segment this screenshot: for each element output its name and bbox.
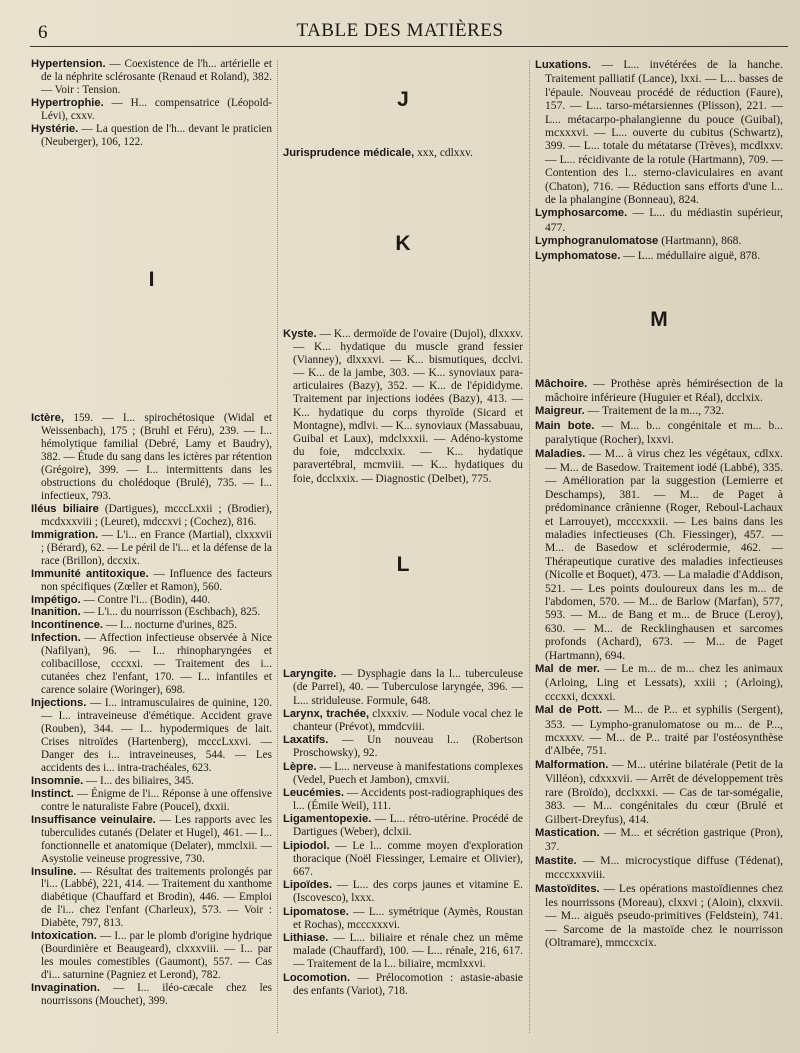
index-entry: [283, 328, 523, 486]
section-letter: L: [396, 552, 410, 576]
index-entry: [31, 697, 272, 775]
index-entry: [535, 703, 783, 758]
section-letter: K: [395, 232, 411, 256]
index-entry: [535, 58, 783, 206]
entry-heading: Infection.: [31, 632, 81, 645]
entry-text: — L... invétérées de la hanche. Traitement palliatif (Lance), lxxi. — L... basses de l'épaule. Nouveau procédé de réduction (Faure), 157. — L... tarso-métarsiennes (Plisson), 221. — L... métacarpo-phalangienne du pouce (Guibal), mcxxxvi. — L... ouverte du cubitus (Schwartz), 399. — L... totale du métatarse (Trèves), mcdlxxv. — L... récidivante de la rotule (Hartmann), 709. — Contention des l... sterno-claviculaires en avant (Chaton), 716. — Réduction sans efforts d'une l... de la phalangine (Bonneau), 824.: [545, 58, 783, 207]
entry-heading: Iléus biliaire: [31, 502, 99, 515]
index-entry: [535, 854, 783, 882]
entry-heading: Mal de Pott.: [535, 704, 603, 717]
entry-text: — L... du médiastin supérieur, 477.: [545, 206, 783, 234]
entry-text: (Dartigues), mcccLxxii ; (Brodier), mcdxxxviii ; (Leuret), mdccxvi ; (Cochez), 816.: [41, 502, 273, 528]
page-number: 6: [38, 22, 48, 43]
entry-text: — Influence des facteurs non spécifiques (Zœller et Ramon), 560.: [41, 567, 272, 593]
entry-heading: Invagination.: [31, 982, 100, 995]
index-column-1: [31, 58, 272, 1008]
entry-text: — M... de P... et syphilis (Sergent), 353. — Lympho-granulomatose ou m... de P..., mcxxxv. — M... de P... traité par l'ostéosynthèse d'Albée, 751.: [545, 703, 784, 758]
entry-heading: Insuline.: [31, 865, 77, 878]
entry-heading: Malformation.: [535, 758, 609, 771]
index-entry: [31, 775, 272, 788]
index-entry: [31, 930, 272, 982]
index-entry: [283, 906, 523, 932]
entry-heading: Impétigo.: [31, 593, 81, 606]
index-entry: [31, 788, 272, 814]
entry-text: (Hartmann), 868.: [661, 234, 742, 248]
index-entry: [535, 447, 783, 663]
index-entry: [535, 249, 783, 263]
entry-heading: Ictère,: [31, 412, 64, 425]
entry-heading: Lèpre.: [283, 760, 317, 773]
index-entry: [535, 206, 783, 234]
entry-text: — Accidents post-radiographiques des l... (Émile Weil), 111.: [293, 786, 524, 813]
entry-heading: Luxations.: [535, 59, 591, 71]
index-entry: [31, 814, 272, 866]
entry-heading: Instinct.: [31, 787, 74, 800]
index-entry: [31, 594, 272, 607]
entry-text: — M... b... congénitale et m... b... paralytique (Rocher), lxxvi.: [545, 418, 783, 447]
index-entry: [283, 734, 523, 760]
entry-heading: Lymphogranulomatose: [535, 235, 659, 248]
entry-text: — Les opérations mastoïdiennes chez les nourrissons (Moreau), clxxvi ; (Aloin), clxxvii. — M... aiguës pseudo-primitives (Feldstein), 741. — Sarcome de la mastoïde chez le nourrisson (Oltramare), mmccxcix.: [545, 881, 783, 950]
entry-text: — M... et sécrétion gastrique (Pron), 37.: [545, 825, 783, 854]
index-entry: [283, 147, 523, 160]
entry-heading: Ligamentopexie.: [283, 813, 372, 826]
index-entry: [31, 58, 272, 97]
entry-text: — M... microcystique diffuse (Tédenat), mcccxxxviii.: [545, 853, 783, 882]
index-entry: [31, 97, 272, 123]
index-entry: [535, 826, 783, 854]
entry-text: — Le m... de m... chez les animaux (Arloing, Ling et Lessats), xxiii ; (Arloing), cccxxi, dcxxxi.: [545, 662, 784, 703]
section-letter: J: [397, 87, 409, 111]
entry-text: — L... symétrique (Aymès, Roustan et Rochas), mcccxxxvi.: [293, 905, 523, 931]
entry-heading: Insuffisance veinulaire.: [31, 813, 156, 826]
entry-text: — La question de l'h... devant le praticien (Neuberger), 106, 122.: [41, 122, 272, 148]
entry-text: — I... nocturne d'urines, 825.: [105, 619, 237, 632]
entry-heading: Hystérie.: [31, 122, 79, 135]
index-entry: [283, 879, 523, 905]
entry-heading: Lipoïdes.: [283, 879, 333, 892]
entry-heading: Lithiase.: [283, 931, 329, 944]
entry-text: — Résultat des traitements prolongés par l'i... (Labbé), 221, 414. — Traitement du xanthome diabétique (Chauffard et Brodin), 446. — Emploi de l'i... chez l'enfant (Charleux), 573. — Voir : Diabète, 797, 813.: [41, 865, 272, 930]
entry-text: — Coexistence de l'h... artérielle et de la néphrite sclérosante (Renaud et Roland), 382. — Voir : Tension.: [41, 58, 272, 96]
entry-text: — Contre l'i... (Bodin), 440.: [83, 593, 211, 606]
index-entry: [31, 412, 272, 503]
index-entry: [283, 840, 523, 880]
entry-heading: Inanition.: [31, 606, 81, 619]
index-entry: [535, 882, 783, 950]
entry-text: — I... par le plomb d'origine hydrique (Bourdinière et Beaugeard), clxxxviii. — I... par les moules comestibles (Gaumont), 557. — Cas d'i... saturnine (Pagniez et Lerond), 782.: [41, 930, 273, 982]
index-entry: [283, 787, 523, 813]
entry-heading: Lymphosarcome.: [535, 207, 628, 220]
entry-text: — L... nerveuse à manifestations complexes (Vedel, Puech et Jambon), cmxvii.: [293, 760, 523, 786]
entry-text: — Prothèse après hémirésection de la mâchoire inférieure (Huguier et Réal), dcclxix.: [545, 376, 783, 404]
entry-heading: Maigreur.: [535, 405, 585, 418]
index-entry: [31, 866, 272, 931]
entry-text: — L'i... du nourrisson (Eschbach), 825.: [83, 606, 261, 619]
entry-text: — Traitement de la m..., 732.: [587, 404, 725, 418]
entry-text: — I... intramusculaires de quinine, 120. — I... intraveineuse d'émétique. Accident grave (Rouben), 344. — I... hypodermiques de lait. Crises nitroïdes (Hartenberg), mcccLxxvi. — Danger des i... intraveineuses, 544. — Les accidents des i... intra-trachéales, 623.: [41, 697, 272, 774]
entry-text: — Prélocomotion : astasie-abasie des enfants (Variot), 718.: [293, 971, 523, 997]
index-entry: [535, 404, 783, 418]
index-entry: [283, 972, 523, 998]
entry-text: — L... rétro-utérine. Procédé de Dartigues (Weber), dclxii.: [293, 813, 523, 839]
index-entry: [535, 377, 783, 405]
index-entry: [31, 529, 272, 568]
index-entry: [31, 606, 272, 619]
column-separator: [529, 60, 530, 1033]
index-entry: [283, 708, 523, 734]
entry-text: — L'i... en France (Martial), clxxxvii ; (Bérard), 62. — Le péril de l'i... et la défense de la race (Brillon), dccxix.: [41, 528, 272, 567]
entry-heading: Lipiodol.: [283, 839, 330, 852]
entry-heading: Mâchoire.: [535, 377, 588, 390]
entry-text: — M... à virus chez les végétaux, cdlxx. — M... de Basedow. Traitement iodé (Labbé), 335. — Amélioration par la suggestion (Lemierre et Deschamps), 381. — M... de Paget à prédominance crânienne (Roger, Reboul-Lachaux et Larrouyet), mcccxxxii. — Les bains dans les maladies infectieuses (Ch. Fiessinger), 457. — M... de Basedow et sclérodermie, 462. — Thérapeutique curative des maladies infectieuses (Nicolle et Boquet), 473. — La maladie d'Addison, 521. — Les points douloureux dans les m... de l'abdomen, 570. — M... de Barlow (Marfan), 577, 593. — M... de Bang et m... de Bruce (Leroy), 630. — M... de Recklinghausen et sarcomes profonds (Achard), 673. — M... de Paget (Hartmann), 694.: [545, 446, 784, 662]
index-entry: [283, 813, 523, 839]
index-entry: [283, 932, 523, 972]
entry-text: 159. — I... spirochétosique (Widal et Weissenbach), 175 ; (Bruhl et Féru), 239. — I... hémolytique familial (Debré, Lamy et Baudry), 382. — Étude du sang dans les ictères par rétention (Grégoire), 399. — I... intermittents dans les obstructions du cholédoque (Brulé), 735. — I... infectieux, 793.: [41, 412, 272, 502]
entry-heading: Locomotion.: [283, 971, 351, 984]
section-letter: I: [148, 267, 155, 291]
column-separator: [277, 60, 278, 1033]
index-entry: [535, 419, 783, 447]
entry-heading: Jurisprudence médicale,: [283, 146, 415, 159]
index-entry: [31, 503, 272, 529]
index-column-3: [535, 58, 783, 950]
entry-heading: Mastoïdites.: [535, 882, 600, 895]
running-title: TABLE DES MATIÈRES: [296, 20, 504, 41]
entry-text: — L... médullaire aiguë, 878.: [623, 248, 761, 262]
entry-heading: Lymphomatose.: [535, 249, 621, 262]
entry-heading: Lipomatose.: [283, 905, 349, 918]
entry-text: — I... iléo-cæcale chez les nourrissons (Mouchet), 399.: [41, 982, 272, 1008]
entry-text: — Le l... comme moyen d'exploration thoracique (Noël Fiessinger, Lemaire et Olivier), 667.: [293, 839, 523, 879]
index-entry: [31, 619, 272, 632]
entry-heading: Injections.: [31, 697, 87, 710]
entry-text: xxx, cdlxxv.: [417, 146, 473, 159]
entry-heading: Intoxication.: [31, 930, 97, 943]
index-entry: [31, 632, 272, 697]
entry-text: — K... dermoïde de l'ovaire (Dujol), dlxxxv. — K... hydatique du muscle grand fessier (Vianney), dlxxxvi. — K... bismutiques, dcclvi. — K... de la jambe, 303. — K... synoviaux para-articulaires (Bazy), 352. — K... de l'épididyme. Traitement par injections iodées (Bazy), 413. — K... hydatique du corps thyroïde (Sicard et Montagne), mdlvi. — K... synoviaux (Massabuau, Guibal et Laux), mdclxxxii. — Adéno-kystome du foie, mdcclxxix. — K... hydatique paravertébral, mcmviii. — K... hydatiques du foie, dcclxxix. — Diagnostic (Delbet), 775.: [293, 327, 523, 485]
entry-text: clxxxiv. — Nodule vocal chez le chanteur (Prévot), mmdcviii.: [293, 707, 523, 733]
header-rule: [30, 46, 788, 47]
entry-text: — Énigme de l'i... Réponse à une offensive contre le naturaliste Fabre (Poucel), dxxii.: [41, 787, 272, 813]
entry-text: — Dysphagie dans la l... tuberculeuse (de Parrel), 40. — Tuberculose laryngée, 396. — L... striduleuse. Formule, 648.: [293, 668, 523, 707]
entry-text: — Affection infectieuse observée à Nice (Nafilyan), 96. — I... rhinopharyngées et colibacillose, cccxxi. — Traitement des i... cutanées chez l'enfant, 170. — I... infantiles et carence solaire (Woringer), 698.: [41, 632, 273, 697]
entry-heading: Incontinence.: [31, 619, 104, 632]
entry-text: — I... des biliaires, 345.: [86, 774, 194, 787]
entry-heading: Maladies.: [535, 447, 586, 460]
entry-heading: Main bote.: [535, 419, 595, 432]
index-entry: [283, 668, 523, 708]
entry-heading: Hypertrophie.: [31, 96, 104, 109]
index-entry: [535, 662, 783, 703]
entry-text: — L... biliaire et rénale chez un même malade (Chauffard), 100. — L... rénale, 216, 617. — Traitement de la l... biliaire, mcmlxxvi.: [293, 931, 523, 971]
entry-text: — H... compensatrice (Léopold-Lévi), cxxv.: [41, 96, 273, 122]
entry-text: — Un nouveau l... (Robertson Proschowsky), 92.: [293, 734, 523, 760]
entry-text: — M... utérine bilatérale (Petit de la Villéon), cdxxxvii. — Arrêt de développement très rare (Broïdo), dcclxxxi. — Cas de tar-somégalie, 383. — M... congénitales du cœur (Brulé et Gilbert-Dreyfus), 414.: [545, 757, 784, 826]
entry-text: — Les rapports avec les tuberculides cutanés (Delater et Hugel), 461. — I... fonctionnelle et anatomique (Delater), mmclxii. — Asystolie veineuse progressive, 730.: [41, 813, 273, 865]
index-entry: [31, 123, 272, 149]
entry-heading: Mal de mer.: [535, 663, 600, 676]
entry-heading: Insomnie.: [31, 774, 84, 787]
entry-heading: Laryngite.: [283, 668, 337, 681]
entry-heading: Hypertension.: [31, 58, 106, 70]
index-column-2: [283, 58, 523, 998]
index-entry: [283, 761, 523, 787]
entry-heading: Mastication.: [535, 826, 600, 839]
entry-heading: Laxatifs.: [283, 734, 329, 747]
index-entry: [535, 234, 783, 248]
index-entry: [31, 568, 272, 594]
entry-heading: Mastite.: [535, 854, 577, 867]
index-entry: [535, 758, 783, 826]
entry-heading: Kyste.: [283, 327, 317, 340]
entry-heading: Immunité antitoxique.: [31, 567, 149, 580]
section-letter: M: [650, 308, 668, 332]
entry-heading: Leucémies.: [283, 786, 344, 799]
entry-heading: Immigration.: [31, 528, 99, 541]
entry-text: — L... des corps jaunes et vitamine E. (Iscovesco), lxxx.: [293, 879, 523, 905]
entry-heading: Larynx, trachée,: [283, 707, 370, 720]
index-entry: [31, 982, 272, 1008]
